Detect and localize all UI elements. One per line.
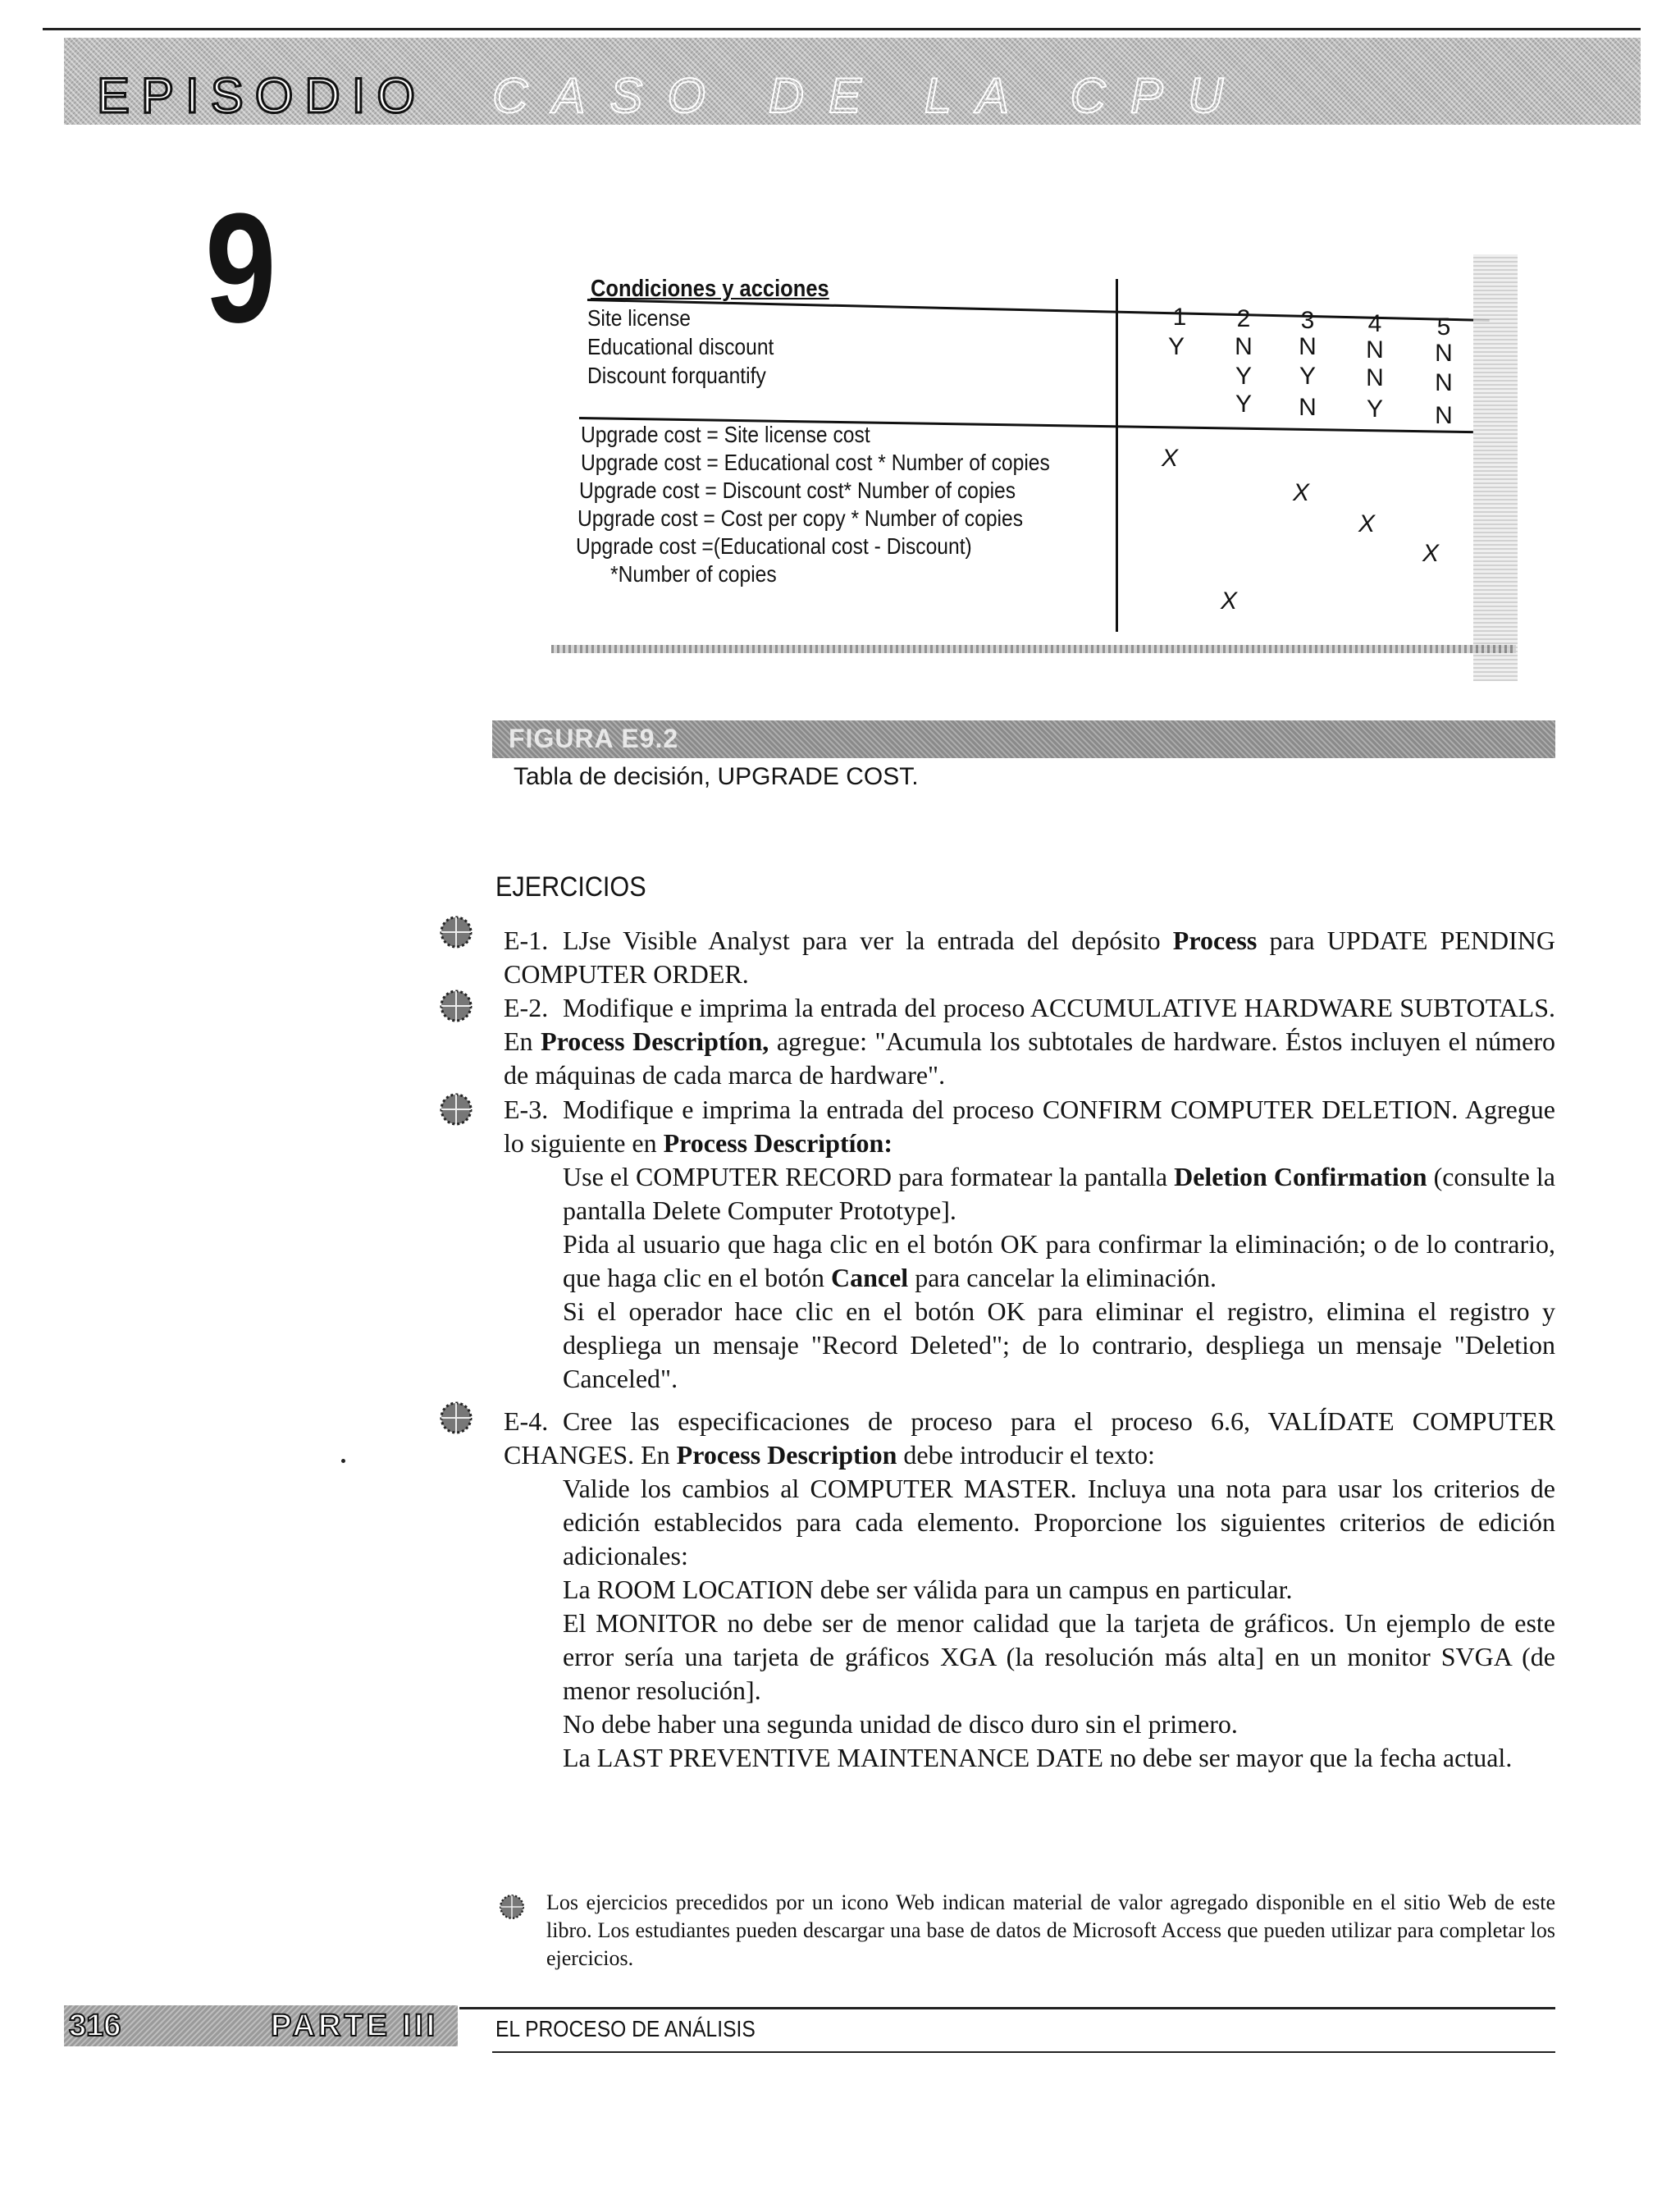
exercise-text: Pida al usuario que haga clic en el botón OK para confirmar la eliminación; o de lo contrario, que haga clic en el botón	[563, 1229, 1555, 1292]
exercise-label: E-2.	[504, 993, 549, 1022]
exercise-text: debe introducir el texto:	[897, 1440, 1155, 1470]
scan-speck	[341, 1459, 345, 1463]
entry-r1-c2: N	[1235, 333, 1253, 360]
figure-caption: Tabla de decisión, UPGRADE COST.	[514, 763, 919, 790]
exercise-text: (consulte la pantalla Delete Computer Prototype].	[563, 1162, 1556, 1225]
action-site-license-cost: Upgrade cost = Site license cost	[581, 422, 870, 447]
figure-label: FIGURA E9.2	[509, 724, 679, 753]
entry-r2-c3: Y	[1299, 363, 1316, 390]
condition-educational-discount: Educational discount	[587, 334, 774, 359]
entry-r1-c1: Y	[1167, 333, 1185, 360]
rule-number-1: 1	[1172, 304, 1187, 331]
entry-r3-c3: N	[1299, 394, 1317, 421]
exercise-text: para cancelar la eliminación.	[908, 1263, 1217, 1292]
exercise-label: E-3.	[504, 1095, 549, 1124]
action-mark-rule3: X	[1293, 479, 1310, 506]
scan-shadow-edge	[1473, 254, 1518, 681]
entry-r1-c3: N	[1299, 333, 1317, 360]
chapter-number: 9	[205, 181, 276, 355]
condition-discount-quantity: Discount forquantify	[587, 363, 766, 388]
exercise-bold-term: Process	[1172, 926, 1258, 955]
rule-number-4: 4	[1367, 310, 1382, 337]
episode-word: EPISODIO	[97, 68, 427, 123]
entry-r2-c4: N	[1366, 364, 1384, 391]
exercise-text: Modifique e imprima la entrada del proceso ACCUMULATIVE HARDWARE SUBTOTALS. En	[504, 993, 1555, 1056]
page-number: 316	[69, 2009, 121, 2043]
exercise-bold-term: Cancel	[830, 1263, 909, 1292]
exercise-text: No debe haber una segunda unidad de disco duro sin el primero.	[563, 1709, 1238, 1739]
decision-table-top-rule	[587, 299, 1490, 322]
scan-shadow-bottom	[551, 645, 1516, 653]
action-cost-per-copy: Upgrade cost = Cost per copy * Number of copies	[578, 505, 1024, 531]
exercise-text: Use el COMPUTER RECORD para formatear la pantalla	[563, 1162, 1175, 1191]
top-rule	[43, 28, 1641, 30]
exercise-text: Cree las especificaciones de proceso para el proceso 6.6, VALÍDATE COMPUTER CHANGES. En	[504, 1406, 1555, 1470]
exercise-bold-term: Deletion Confirmation	[1174, 1162, 1427, 1191]
entry-r3-c2: Y	[1235, 391, 1252, 418]
decision-table-vertical-rule	[1116, 279, 1118, 632]
action-educational-cost: Upgrade cost = Educational cost * Number of copies	[581, 450, 1050, 475]
entry-r3-c4: Y	[1366, 395, 1383, 423]
exercise-bold-term: Process Descriptíon,	[541, 1026, 769, 1056]
rule-number-3: 3	[1300, 307, 1315, 334]
exercise-bold-term: Process Descriptíon:	[663, 1128, 892, 1158]
web-globe-icon	[435, 1088, 477, 1131]
exercise-e2	[504, 991, 1555, 1092]
web-globe-icon	[495, 1890, 528, 1923]
exercise-label: E-1.	[504, 926, 549, 955]
action-number-of-copies-cont: *Number of copies	[610, 561, 777, 587]
exercise-e1	[504, 924, 1555, 991]
footer-bottom-rule	[492, 2051, 1555, 2053]
exercise-text: agregue: "Acumula los subtotales de hardware. Éstos incluyen el número de máquinas de cada marca de hardware".	[504, 1026, 1556, 1090]
exercises-title: EJERCICIOS	[495, 871, 646, 903]
action-mark-rule2: X	[1221, 587, 1238, 615]
entry-r1-c4: N	[1366, 336, 1384, 363]
condition-site-license: Site license	[587, 305, 692, 331]
exercise-label: E-4.	[504, 1406, 549, 1436]
exercise-text: para UPDATE PENDING COMPUTER ORDER.	[504, 926, 1556, 989]
exercise-e4	[504, 1405, 1555, 1775]
exercise-text: Valide los cambios al COMPUTER MASTER. Incluya una nota para usar los criterios de edición establecidos para cada elemento. Proporcione los siguientes criterios de edición adicionales:	[563, 1474, 1555, 1570]
action-educational-minus-discount: Upgrade cost =(Educational cost - Discount)	[576, 533, 972, 559]
exercise-text: Modifique e imprima la entrada del proceso CONFIRM COMPUTER DELETION. Agregue lo siguiente en	[504, 1095, 1555, 1158]
exercise-text: El MONITOR no debe ser de menor calidad que la tarjeta de gráficos. Un ejemplo de este error sería una tarjeta de gráficos XGA (la resolución más alta] en un monitor SVGA (de menor resolución].	[563, 1608, 1555, 1705]
decision-table-heading: Condiciones y acciones	[591, 276, 829, 302]
entry-r1-c5: N	[1435, 340, 1453, 367]
exercise-text: LJse Visible Analyst para ver la entrada del depósito	[563, 926, 1173, 955]
footnote: Los ejercicios precedidos por un icono Web indican material de valor agregado disponible en el sitio Web de este libro. Los estudiantes pueden descargar una base de datos de Microsoft Access que pueden utilizar para completar los ejercicios.	[546, 1890, 1555, 1970]
action-mark-rule4: X	[1358, 510, 1376, 537]
entry-r2-c2: Y	[1235, 363, 1252, 390]
rule-number-5: 5	[1436, 313, 1451, 341]
part-label: PARTE III	[271, 2009, 439, 2043]
exercise-bold-term: Process Description	[676, 1440, 897, 1470]
exercise-text: Si el operador hace clic en el botón OK para eliminar el registro, elimina el registro y despliega un mensaje "Record Deleted"; de lo contrario, despliega un mensaje "Deletion Canceled".	[563, 1296, 1555, 1393]
action-mark-rule5: X	[1422, 540, 1440, 567]
exercise-e3	[504, 1093, 1555, 1396]
exercise-text: La LAST PREVENTIVE MAINTENANCE DATE no debe ser mayor que la fecha actual.	[563, 1743, 1513, 1772]
episode-title: CASO DE LA CPU	[492, 68, 1249, 123]
web-globe-icon	[435, 1397, 477, 1439]
action-mark-rule1: X	[1162, 445, 1179, 472]
footer-top-rule	[459, 2007, 1555, 2009]
web-globe-icon	[435, 911, 477, 953]
web-globe-icon	[435, 985, 477, 1027]
exercise-text: La ROOM LOCATION debe ser válida para un campus en particular.	[563, 1575, 1293, 1604]
entry-r2-c5: N	[1435, 369, 1453, 396]
entry-r3-c5: N	[1435, 402, 1453, 429]
footer-section-title: EL PROCESO DE ANÁLISIS	[495, 2016, 756, 2041]
rule-number-2: 2	[1236, 305, 1251, 332]
action-discount-cost: Upgrade cost = Discount cost* Number of copies	[579, 478, 1016, 503]
